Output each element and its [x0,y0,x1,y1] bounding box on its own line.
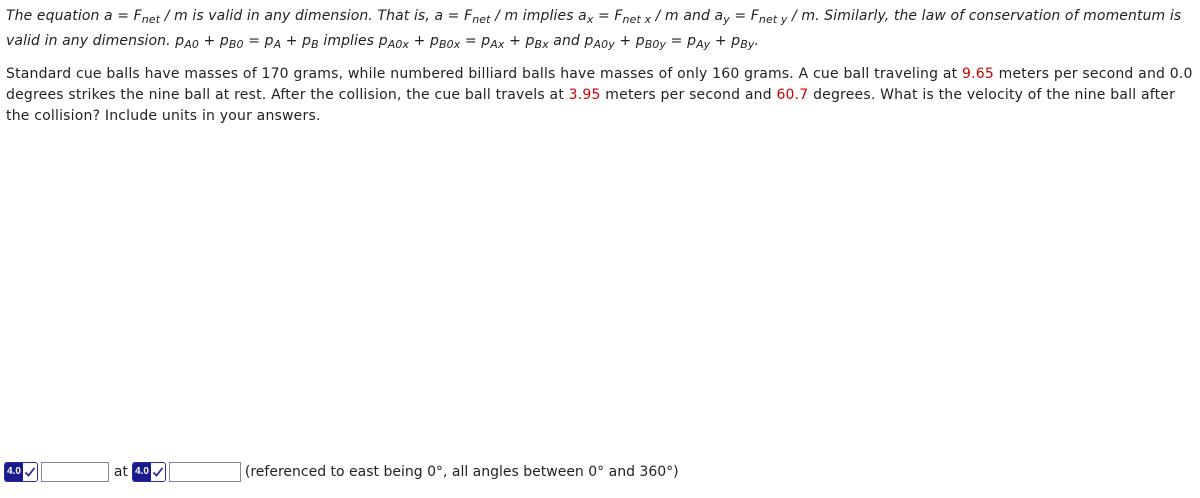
math-p: p [219,33,229,49]
math-p: p [635,33,645,49]
points-value: 4.0 [5,463,23,481]
problem-text: degrees. What is the velocity of the nine ball after the collision? Include units in your answers. [6,87,1176,124]
plus-sign: + [409,33,430,49]
math-p: p [429,33,439,49]
math-p: p [264,33,274,49]
problem-statement [6,64,1194,127]
plus-sign: + [504,33,526,49]
math-sub: y [723,13,730,26]
intro-text: . [754,33,760,49]
math-sub: net [141,13,161,26]
plus-sign: + [710,33,732,49]
intro-text: / m implies [490,8,579,24]
equals-sign: = [666,33,688,49]
math-a: a [714,8,724,24]
speed-answer-input[interactable] [42,463,108,481]
equals-sign: = [729,8,751,24]
intro-text: / m. Similarly, the law of conservation of momentum is valid in any dimension. [6,8,1182,49]
speed-answer-field[interactable] [41,462,109,482]
intro-paragraph [6,4,1194,54]
initial-speed-value: 9.65 [962,66,994,82]
math-sub: Bx [534,38,549,51]
angle-answer-field[interactable] [169,462,241,482]
math-sub: A0y [593,38,615,51]
math-F: F [614,8,623,24]
math-sub: B [311,38,319,51]
intro-text: and [548,33,585,49]
reference-note: (referenced to east being 0°, all angles between 0° and 360°) [244,464,679,480]
equals-sign: = [460,33,482,49]
math-sub: A0 [184,38,199,51]
math-sub: Ay [696,38,711,51]
math-sub: net y [758,13,788,26]
math-a: a [104,8,113,24]
math-p: p [378,33,388,49]
math-p: p [525,33,535,49]
equals-sign: = [112,8,134,24]
angle-answer-input[interactable] [170,463,240,481]
intro-text: / m is valid in any dimension. That is, [160,8,435,24]
math-F: F [750,8,759,24]
plus-sign: + [281,33,303,49]
problem-text: meters per second and 0.0 degrees strikes the nine ball at rest. After the collision, the cue ball travels at [6,66,1193,103]
math-sub: B0 [228,38,244,51]
math-p: p [481,33,491,49]
math-sub: A0x [387,38,410,51]
equals-sign: = [593,8,615,24]
math-sub: x [586,13,594,26]
math-sub: A [273,38,282,51]
math-sub: Ax [490,38,505,51]
at-label: at [113,464,128,480]
math-F: F [464,8,473,24]
problem-text: Standard cue balls have masses of 170 grams, while numbered billiard balls have masses of only 160 grams. A cue ball traveling at [6,66,962,82]
intro-text: / m and [651,8,715,24]
math-sub: B0y [644,38,667,51]
math-sub: net [472,13,491,26]
points-badge [132,462,166,482]
math-F: F [133,8,142,24]
equals-sign: = [443,8,465,24]
math-p: p [175,33,185,49]
math-sub: By [740,38,755,51]
check-icon [151,464,165,480]
plus-sign: + [198,33,220,49]
problem-text: meters per second and [600,87,777,103]
math-p: p [302,33,312,49]
math-a: a [578,8,587,24]
check-icon [23,464,37,480]
plus-sign: + [614,33,636,49]
intro-text: The equation [6,8,105,24]
math-sub: net x [622,13,652,26]
math-sub: B0x [438,38,461,51]
answer-row [4,459,679,485]
math-p: p [687,33,697,49]
equals-sign: = [243,33,265,49]
final-speed-value: 3.95 [568,87,601,103]
math-a: a [434,8,444,24]
final-angle-value: 60.7 [776,87,809,103]
math-p: p [584,33,594,49]
points-value: 4.0 [133,463,151,481]
math-p: p [731,33,741,49]
points-badge [4,462,38,482]
intro-text: implies [318,33,379,49]
